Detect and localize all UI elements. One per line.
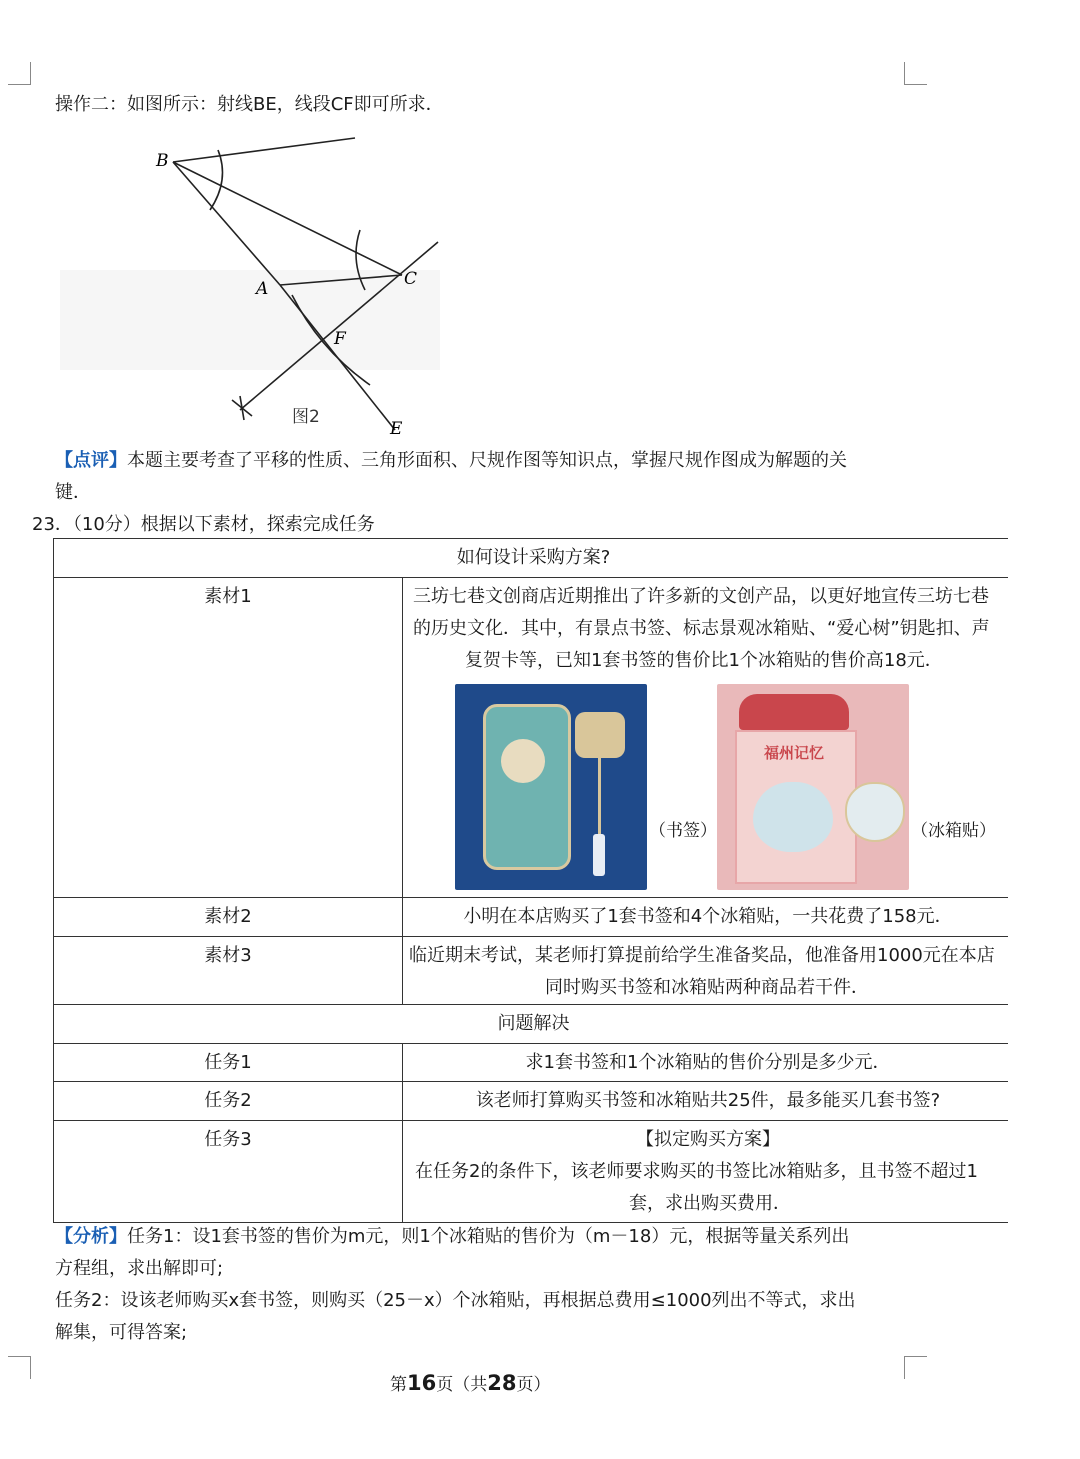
point-label-c: C	[404, 269, 418, 289]
magnet-package-top	[739, 694, 849, 730]
task-2-line-1: 该老师打算购买书签和冰箱贴共25件，最多能买几套书签?	[475, 1090, 941, 1111]
task-3-line-2: 在任务2的条件下，该老师要求购买的书签比冰箱贴多，且书签不超过1	[415, 1161, 978, 1182]
material-3-content-cell	[403, 937, 1009, 1005]
material-3-line-1: 临近期末考试，某老师打算提前给学生准备奖品，他准备用1000元在本店	[409, 945, 995, 966]
material-3-label-cell	[54, 937, 403, 1005]
material-3-text	[403, 937, 1008, 1004]
task-2-content-cell	[403, 1082, 1009, 1121]
bookmark-fan	[501, 739, 545, 783]
material-1-text	[403, 578, 1008, 677]
magnet-heart	[845, 782, 905, 842]
task-1-label: 任务1	[204, 1052, 252, 1073]
task-1-line-1: 求1套书签和1个冰箱贴的售价分别是多少元．	[525, 1052, 891, 1073]
material-1-line-2: 的历史文化．其中，有景点书签、标志景观冰箱贴、“爱心树”钥匙扣、声	[413, 618, 990, 639]
point-label-e: E	[390, 419, 403, 439]
analysis-line-1	[55, 1222, 849, 1248]
magnet-caption: （冰箱贴）	[911, 821, 996, 841]
comment-tag: 【点评】	[55, 450, 127, 471]
task-3-text	[403, 1121, 1008, 1220]
table-title-cell	[54, 539, 1009, 578]
analysis-line-2: 方程组，求出解即可;	[55, 1258, 224, 1279]
task-1-content-cell	[403, 1044, 1009, 1082]
task-3-line-1: 【拟定购买方案】	[636, 1129, 780, 1150]
material-2-label: 素材2	[204, 906, 252, 927]
bookmark-photo	[455, 684, 647, 890]
figure-caption: 图2	[292, 407, 320, 427]
point-label-f: F	[334, 329, 346, 349]
material-1-label-cell	[54, 578, 403, 898]
point-label-b: B	[156, 151, 169, 171]
analysis-text-1: 任务1：设1套书签的售价为m元，则1个冰箱贴的售价为（m－18）元，根据等量关系列出	[127, 1226, 850, 1247]
material-2-label-cell	[54, 898, 403, 937]
section-2-cell	[54, 1005, 1009, 1044]
task-2-label-cell	[54, 1082, 403, 1121]
section-2-title: 问题解决	[497, 1013, 570, 1034]
bookmark-medal	[575, 712, 625, 758]
task-3-label: 任务3	[204, 1129, 252, 1150]
magnet-package-title: 福州记忆	[763, 744, 824, 762]
materials-table	[53, 538, 1008, 1223]
fridge-magnet-photo	[717, 684, 909, 890]
analysis-line-4: 解集，可得答案;	[55, 1322, 188, 1343]
material-2-line-1: 小明在本店购买了1套书签和4个冰箱贴，一共花费了158元．	[463, 906, 953, 927]
material-3-label: 素材3	[204, 945, 252, 966]
material-1-line-3: 复贺卡等，已知1套书签的售价比1个冰箱贴的售价高18元．	[465, 650, 943, 671]
point-label-a: A	[256, 279, 269, 299]
task-3-content-cell	[403, 1121, 1009, 1223]
task-1-label-cell	[54, 1044, 403, 1082]
material-1-label: 素材1	[204, 586, 252, 607]
operation-two-text: 操作二：如图所示：射线BE，线段CF即可所求．	[55, 94, 444, 115]
material-1-content-cell	[403, 578, 1009, 898]
material-3-line-2: 同时购买书签和冰箱贴两种商品若干件．	[545, 977, 869, 998]
footer-page-number: 16	[407, 1371, 437, 1395]
task-3-line-3: 套，求出购买费用．	[629, 1193, 791, 1214]
question-header: 23．（10分）根据以下素材，探索完成任务	[32, 514, 375, 535]
footer-prefix: 第	[390, 1375, 407, 1395]
magnet-heart-in-package	[753, 782, 833, 852]
footer-mid: 页（共	[436, 1375, 488, 1395]
bookmark-caption: （书签）	[649, 821, 717, 841]
bookmark-stem	[598, 758, 601, 838]
analysis-line-3: 任务2：设该老师购买x套书签，则购买（25－x）个冰箱贴，再根据总费用≤1000列出不等式，求出	[55, 1290, 856, 1311]
analysis-tag: 【分析】	[55, 1226, 127, 1247]
page-footer	[390, 1370, 550, 1395]
comment-text-1: 本题主要考查了平移的性质、三角形面积、尺规作图等知识点，掌握尺规作图成为解题的关	[127, 450, 847, 471]
comment-line-2: 键．	[55, 482, 91, 503]
table-title: 如何设计采购方案?	[456, 547, 611, 568]
bookmark-box	[483, 704, 571, 870]
task-3-label-cell	[54, 1121, 403, 1223]
bookmark-tassel	[593, 834, 605, 876]
material-2-content-cell	[403, 898, 1009, 937]
task-2-label: 任务2	[204, 1090, 252, 1111]
footer-total-pages: 28	[487, 1371, 517, 1395]
footer-suffix: 页）	[516, 1375, 551, 1395]
material-1-line-1: 三坊七巷文创商店近期推出了许多新的文创产品，以更好地宣传三坊七巷	[413, 586, 989, 607]
